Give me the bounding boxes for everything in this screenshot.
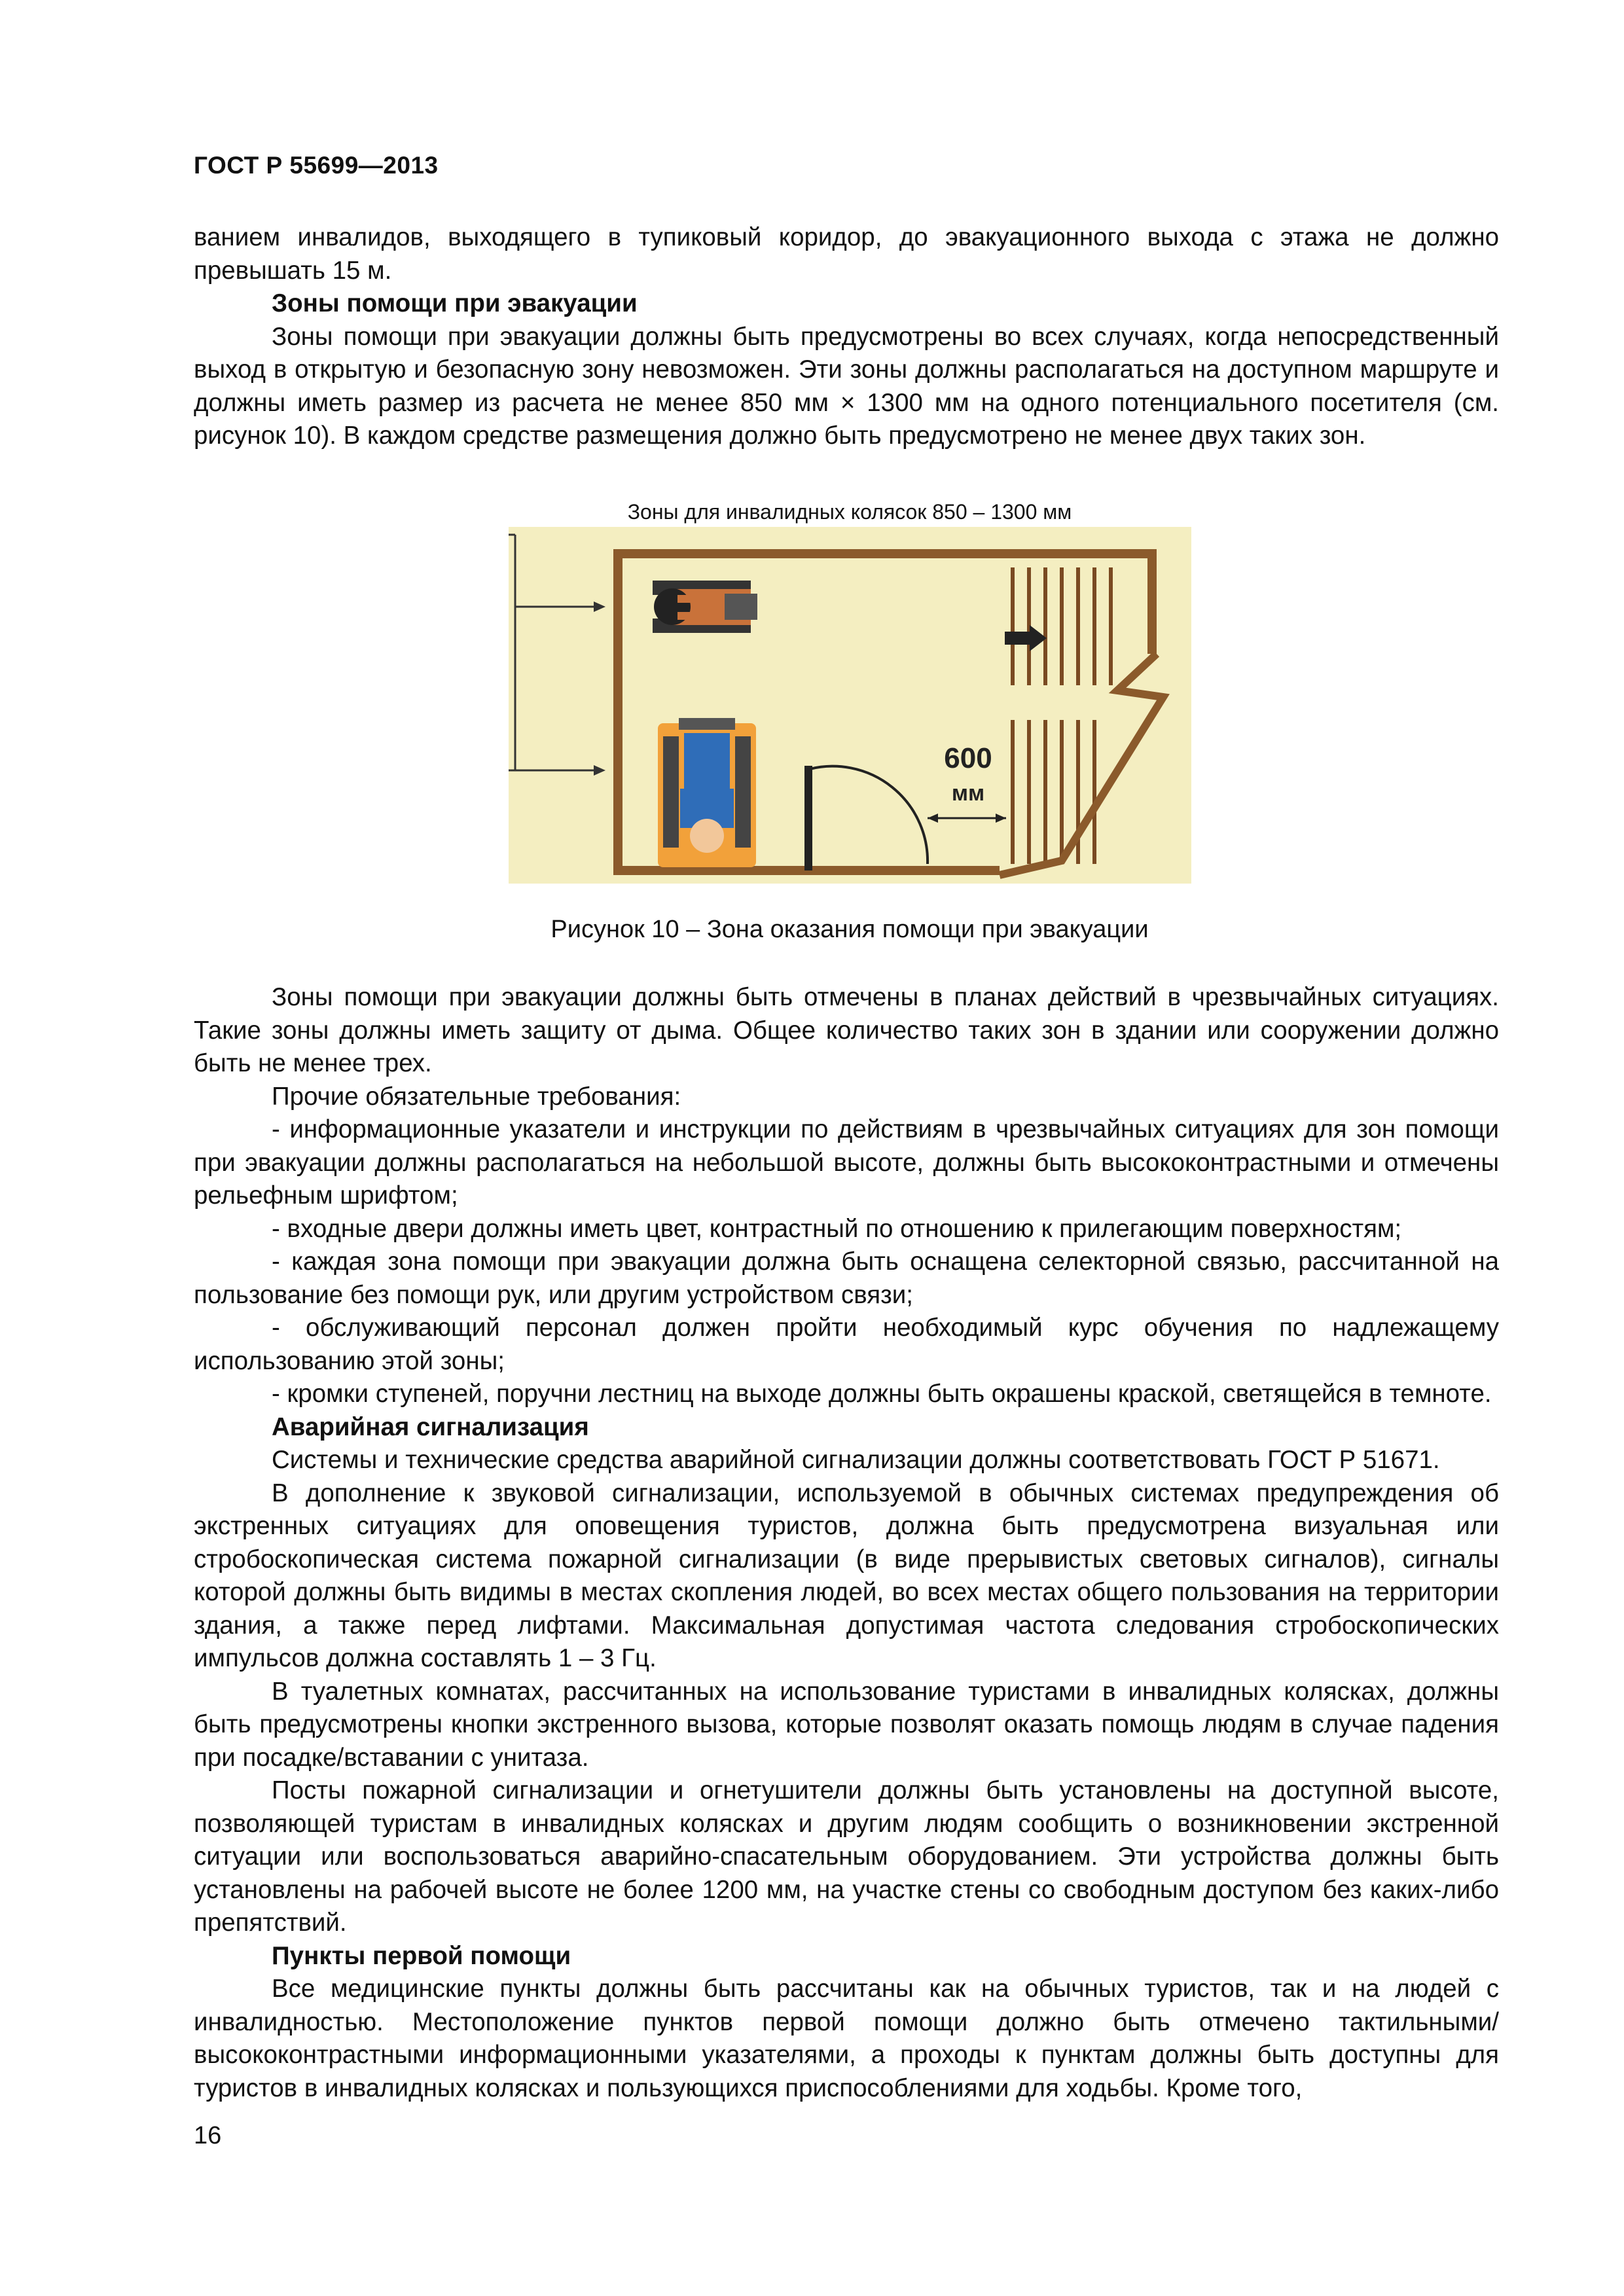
alarm-paragraph-3: В туалетных комнатах, рассчитанных на использование туристами в инвалидных колясках, должны быть предусмотрены кнопки экстренного вызова, которые позволят оказать помощь людям в случае падения при посадке/вставании с унитаза.	[194, 1677, 1499, 1772]
intro-paragraph: ванием инвалидов, выходящего в тупиковый коридор, до эвакуационного выхода с этажа не должно превышать 15 м.	[194, 223, 1499, 285]
section-title-first-aid: Пункты первой помощи	[272, 1941, 571, 1970]
requirement-item: - обслуживающий персонал должен пройти необходимый курс обучения по надлежащему использованию этой зоны;	[194, 1314, 1499, 1375]
evacuation-paragraph-2: Зоны помощи при эвакуации должны быть отмечены в планах действий в чрезвычайных ситуациях. Такие зоны должны иметь защиту от дыма. Общее количество таких зон в здании или сооружении должно быть не менее трех.	[194, 983, 1499, 1077]
requirements-intro: Прочие обязательные требования:	[272, 1082, 681, 1111]
dimension-unit: мм	[951, 781, 985, 806]
figure-top-label: Зоны для инвалидных колясок 850 – 1300 мм	[627, 500, 1072, 524]
body-block	[194, 981, 1499, 2105]
evacuation-zone-drawing	[509, 527, 1191, 884]
requirement-item: - входные двери должны иметь цвет, контрастный по отношению к прилегающим поверхностям;	[272, 1214, 1402, 1243]
intro-block	[194, 221, 1499, 453]
dimension-value: 600	[944, 742, 992, 774]
evacuation-zone-figure	[509, 527, 1191, 884]
requirement-item: - каждая зона помощи при эвакуации должна быть оснащена селекторной связью, рассчитанной на пользование без помощи рук, или другим устройством связи;	[194, 1247, 1499, 1309]
section-title-evacuation: Зоны помощи при эвакуации	[272, 289, 638, 317]
page-number: 16	[194, 2122, 222, 2149]
requirement-item: - информационные указатели и инструкции по действиям в чрезвычайных ситуациях для зон помощи при эвакуации должны располагаться на небольшой высоте, должны быть высококонтрастными и отмечены рельефным шрифтом;	[194, 1115, 1499, 1210]
alarm-paragraph-4: Посты пожарной сигнализации и огнетушители должны быть установлены на доступной высоте, позволяющей туристам в инвалидных колясках и другим людям сообщить о возникновении экстренной ситуации или воспользоваться аварийно-спасательным оборудованием. Эти устройства должны быть установлены на рабочей высоте не более 1200 мм, на участке стены со свободным доступом без каких-либо препятствий.	[194, 1776, 1499, 1937]
figure-caption: Рисунок 10 – Зона оказания помощи при эвакуации	[550, 916, 1149, 943]
alarm-paragraph-2: В дополнение к звуковой сигнализации, используемой в обычных системах предупреждения об экстренных ситуациях для оповещения туристов, должна быть предусмотрена визуальная или стробоскопическая система пожарной сигнализации (в виде прерывистых световых сигналов), сигналы которой должны быть видимы в местах скопления людей, во всех местах общего пользования на территории здания, а также перед лифтами. Максимальная допустимая частота следования стробоскопических импульсов должна составлять 1 – 3 Гц.	[194, 1479, 1499, 1672]
stairs-upper	[1007, 567, 1117, 685]
first-aid-paragraph-1: Все медицинские пункты должны быть рассчитаны как на обычных туристов, так и на людей с инвалидностью. Местоположение пунктов первой помощи должно быть отмечено тактильными/высококонтрастными информационными указателями, а проходы к пунктам должны быть доступны для туристов в инвалидных колясках и пользующихся приспособлениями для ходьбы. Кроме того,	[194, 1975, 1499, 2102]
wheelchair-user-icon	[658, 718, 756, 867]
requirement-item: - кромки ступеней, поручни лестниц на выходе должны быть окрашены краской, светящейся в темноте.	[272, 1380, 1492, 1408]
alarm-paragraph-1: Системы и технические средства аварийной сигнализации должны соответствовать ГОСТ Р 51671.	[272, 1446, 1440, 1474]
evacuation-paragraph-1: Зоны помощи при эвакуации должны быть предусмотрены во всех случаях, когда непосредственный выход в открытую и безопасную зону невозможен. Эти зоны должны располагаться на доступном маршруте и должны иметь размер из расчета не менее 850 мм × 1300 мм на одного потенциального посетителя (см. рисунок 10). В каждом средстве размещения должно быть предусмотрено не менее двух таких зон.	[194, 322, 1499, 450]
wheelchair-user-icon	[653, 581, 757, 633]
section-title-alarm: Аварийная сигнализация	[272, 1412, 589, 1441]
document-header: ГОСТ Р 55699—2013	[194, 152, 439, 179]
door-leaf	[804, 766, 812, 870]
